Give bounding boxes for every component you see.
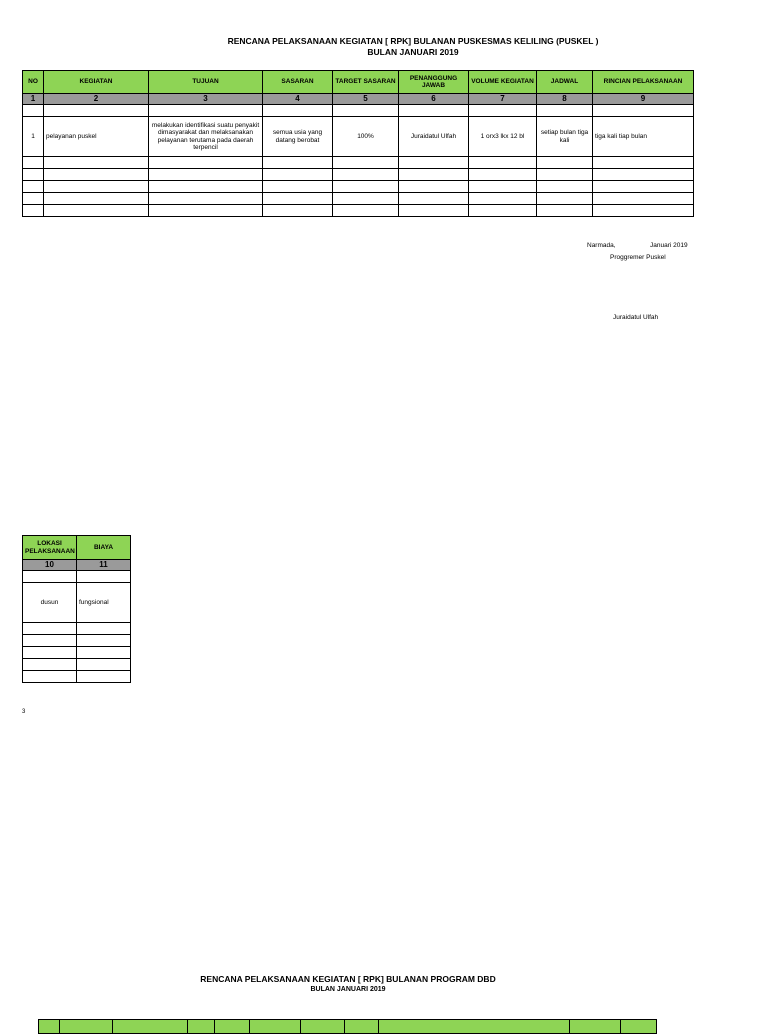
column-number: 1 [23,94,44,105]
header-row [39,1020,657,1034]
column-number: 2 [44,94,149,105]
header-lokasi-pelaksanaan: LOKASI PELAKSANAAN [23,536,77,560]
header-jadwal: JADWAL [537,71,593,94]
cell-rincian: tiga kali tiap bulan [593,117,694,157]
doc1-title: RENCANA PELAKSANAAN KEGIATAN [ RPK] BULANAN PUSKESMAS KELILING (PUSKEL ) [227,36,599,46]
column-number-row [23,560,131,571]
table-row [23,205,694,217]
table-row [23,117,694,157]
header-penanggung-jawab: PENANGGUNG JAWAB [399,71,469,94]
table-row [23,571,131,583]
cell-volume: 1 orx3 lkx 12 bl [469,117,537,157]
header-row [23,71,694,94]
cell-kegiatan: pelayanan puskel [44,117,149,157]
header-target-sasaran: TARGET SASARAN [333,71,399,94]
rpk-table-continued [22,535,131,683]
table-row [23,105,694,117]
cell-target: 100% [333,117,399,157]
header-rincian-pelaksanaan: RINCIAN PELAKSANAAN [593,71,694,94]
table-row [23,635,131,647]
column-number: 5 [333,94,399,105]
table-row [23,583,131,623]
signature-name: Juraidatul Ulfah [613,314,659,321]
table-row [23,157,694,169]
cell-biaya: fungsional [77,583,131,623]
signature-date: Januari 2019 [650,242,688,249]
table-row [23,193,694,205]
header-tujuan: TUJUAN [149,71,263,94]
column-number: 11 [77,560,131,571]
table-row [23,623,131,635]
header-biaya: BIAYA [77,536,131,560]
table-row [23,671,131,683]
cell-no: 1 [23,117,44,157]
rpk-table [22,70,694,217]
doc1-subtitle: BULAN JANUARI 2019 [367,47,459,57]
header-kegiatan: KEGIATAN [44,71,149,94]
page-marker: 3 [22,709,26,715]
column-number: 9 [593,94,694,105]
column-number: 6 [399,94,469,105]
table-row [23,659,131,671]
column-number: 3 [149,94,263,105]
doc2-title: RENCANA PELAKSANAAN KEGIATAN [ RPK] BULANAN PROGRAM DBD [200,974,496,984]
header-row [23,536,131,560]
table-row [23,647,131,659]
column-number: 4 [263,94,333,105]
cell-tujuan: melakukan identifikasi suatu penyakit dimasyarakat dan melaksanakan pelayanan terutama pada daerah terpencil [149,117,263,157]
cell-lokasi: dusun [23,583,77,623]
header-sasaran: SASARAN [263,71,333,94]
signature-role: Proggremer Puskel [610,254,666,261]
column-number: 8 [537,94,593,105]
column-number: 7 [469,94,537,105]
header-no: NO [23,71,44,94]
dbd-table [38,1019,657,1034]
cell-sasaran: semua usia yang datang berobat [263,117,333,157]
column-number-row [23,94,694,105]
doc2-subtitle: BULAN JANUARI 2019 [310,986,386,993]
signature-place: Narmada, [587,242,616,249]
cell-jadwal: setiap bulan tiga kali [537,117,593,157]
column-number: 10 [23,560,77,571]
table-row [23,181,694,193]
table-row [23,169,694,181]
cell-penanggung-jawab: Juraidatul Ulfah [399,117,469,157]
header-volume-kegiatan: VOLUME KEGIATAN [469,71,537,94]
